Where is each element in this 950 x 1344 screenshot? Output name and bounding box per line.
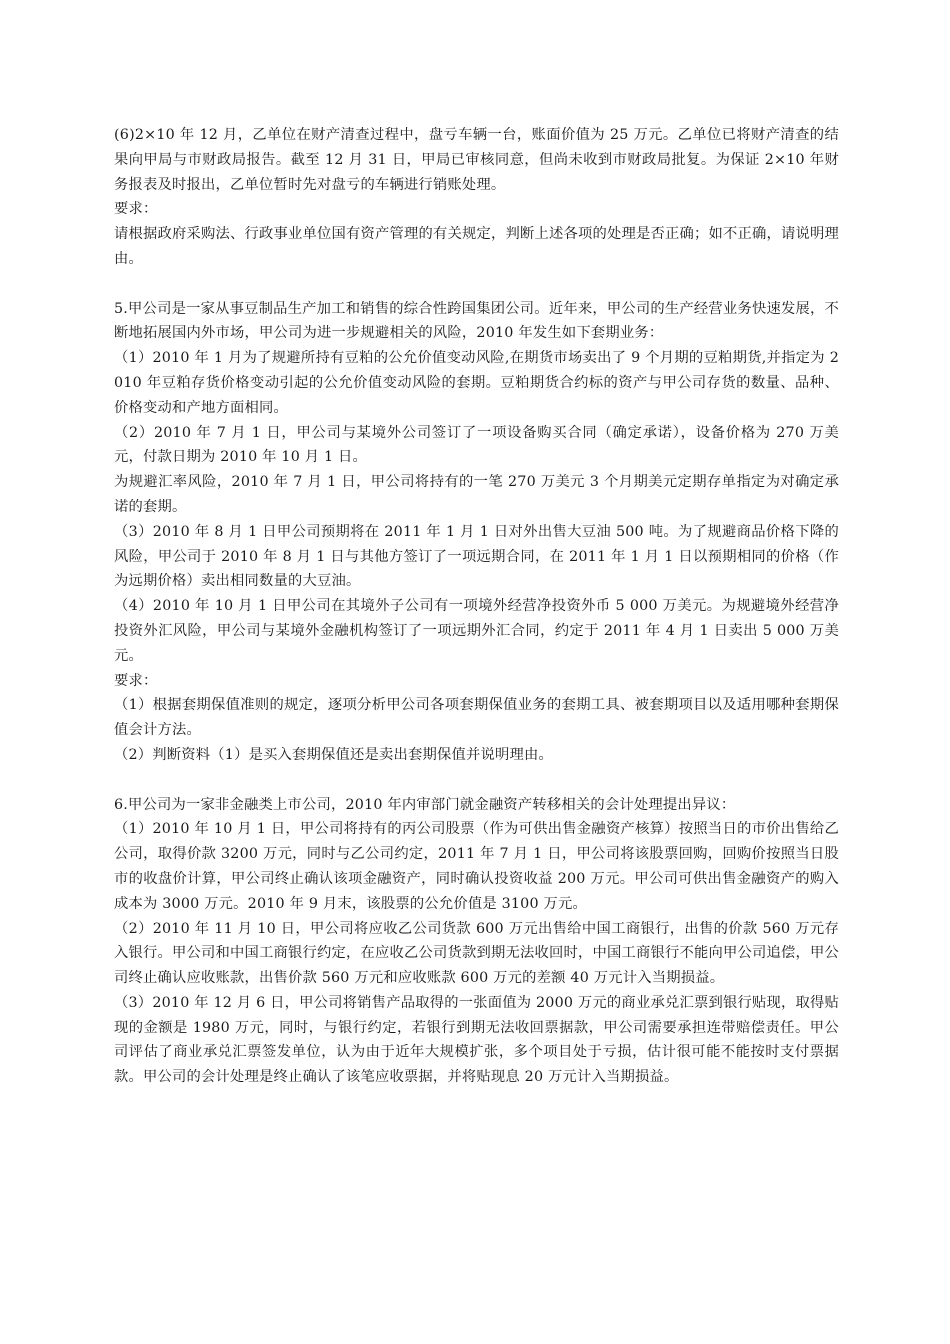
q6-intro: 6.甲公司为一家非金融类上市公司，2010 年内审部门就金融资产转移相关的会计处理提出异议： [114, 796, 736, 813]
paragraph-gap [114, 768, 839, 793]
q6-item3: （3）2010 年 12 月 6 日，甲公司将销售产品取得的一张面值为 2000 万元的商业承兑汇票到银行贴现，取得贴现的金额是 1980 万元，同时，与银行约定，若银行到期无法收回票据款，甲公司需要承担连带赔偿责任。甲公司评估了商业承兑汇票签发单位，认为由于近年大规模扩张，多个项目处于亏损，估计很可能不能按时支付票据款。甲公司的会计处理是终止确认了该笔应收票据，并将贴现息 20 万元计入当期损益。 [114, 994, 839, 1086]
q5-requirement-2: （2）判断资料（1）是买入套期保值还是卖出套期保值并说明理由。 [114, 746, 553, 763]
document-page [114, 123, 839, 1090]
q5-requirement-label: 要求： [114, 672, 158, 689]
q6-item2: （2）2010 年 11 月 10 日，甲公司将应收乙公司货款 600 万元出售给中国工商银行，出售的价款 560 万元存入银行。甲公司和中国工商银行约定，在应收乙公司货款到期无法收回时，中国工商银行不能向甲公司追偿，甲公司终止确认应收账款，出售价款 560 万元和应收账款 600 万元的差额 40 万元计入当期损益。 [114, 920, 839, 987]
q5-item2b: 为规避汇率风险，2010 年 7 月 1 日，甲公司将持有的一笔 270 万美元 3 个月期美元定期存单指定为对确定承诺的套期。 [114, 474, 839, 515]
paragraph-gap [114, 272, 839, 297]
q5-item2: （2）2010 年 7 月 1 日，甲公司与某境外公司签订了一项设备购买合同（确定承诺），设备价格为 270 万美元，付款日期为 2010 年 10 月 1 日。 [114, 424, 839, 466]
q5-item4: （4）2010 年 10 月 1 日甲公司在其境外子公司有一项境外经营净投资外币 5 000 万美元。为规避境外经营净投资外汇风险，甲公司与某境外金融机构签订了一项远期外汇合同，约定于 2011 年 4 月 1 日卖出 5 000 万美元。 [114, 598, 839, 664]
q5-requirement-1: （1）根据套期保值准则的规定，逐项分析甲公司各项套期保值业务的套期工具、被套期项目以及适用哪种套期保值会计方法。 [114, 697, 839, 739]
q6-item1: （1）2010 年 10 月 1 日，甲公司将持有的丙公司股票（作为可供出售金融资产核算）按照当日的市价出售给乙公司，取得价款 3200 万元，同时与乙公司约定，2011 年 7 月 1 日，甲公司将该股票回购，回购价按照当日股市的收盘价计算，甲公司终止确认该项金融资产，同时确认投资收益 200 万元。甲公司可供出售金融资产的购入成本为 3000 万元。2010 年 9 月末，该股票的公允价值是 3100 万元。 [114, 821, 839, 912]
requirement-text: 请根据政府采购法、行政事业单位国有资产管理的有关规定，判断上述各项的处理是否正确；如不正确，请说明理由。 [114, 226, 839, 267]
q5-item1: （1）2010 年 1 月为了规避所持有豆粕的公允价值变动风险,在期货市场卖出了 9 个月期的豆粕期货,并指定为 2010 年豆粕存货价格变动引起的公允价值变动风险的套期。豆粕期货合约标的资产与甲公司存货的数量、品种、价格变动和产地方面相同。 [114, 350, 839, 416]
requirement-label: 要求： [114, 201, 158, 218]
q5-item3: （3）2010 年 8 月 1 日甲公司预期将在 2011 年 1 月 1 日对外出售大豆油 500 吨。为了规避商品价格下降的风险，甲公司于 2010 年 8 月 1 日与其他方签订了一项远期合同，在 2011 年 1 月 1 日以预期相同的价格（作为远期价格）卖出相同数量的大豆油。 [114, 523, 839, 590]
paragraph-item6: (6)2×10 年 12 月，乙单位在财产清查过程中，盘亏车辆一台，账面价值为 25 万元。乙单位已将财产清查的结果向甲局与市财政局报告。截至 12 月 31 日，甲局已审核同意，但尚未收到市财政局批复。为保证 2×10 年财务报表及时报出，乙单位暂时先对盘亏的车辆进行销账处理。 [114, 127, 839, 193]
q5-intro: 5.甲公司是一家从事豆制品生产加工和销售的综合性跨国集团公司。近年来，甲公司的生产经营业务快速发展，不断地拓展国内外市场，甲公司为进一步规避相关的风险，2010 年发生如下套期业务： [114, 300, 839, 342]
